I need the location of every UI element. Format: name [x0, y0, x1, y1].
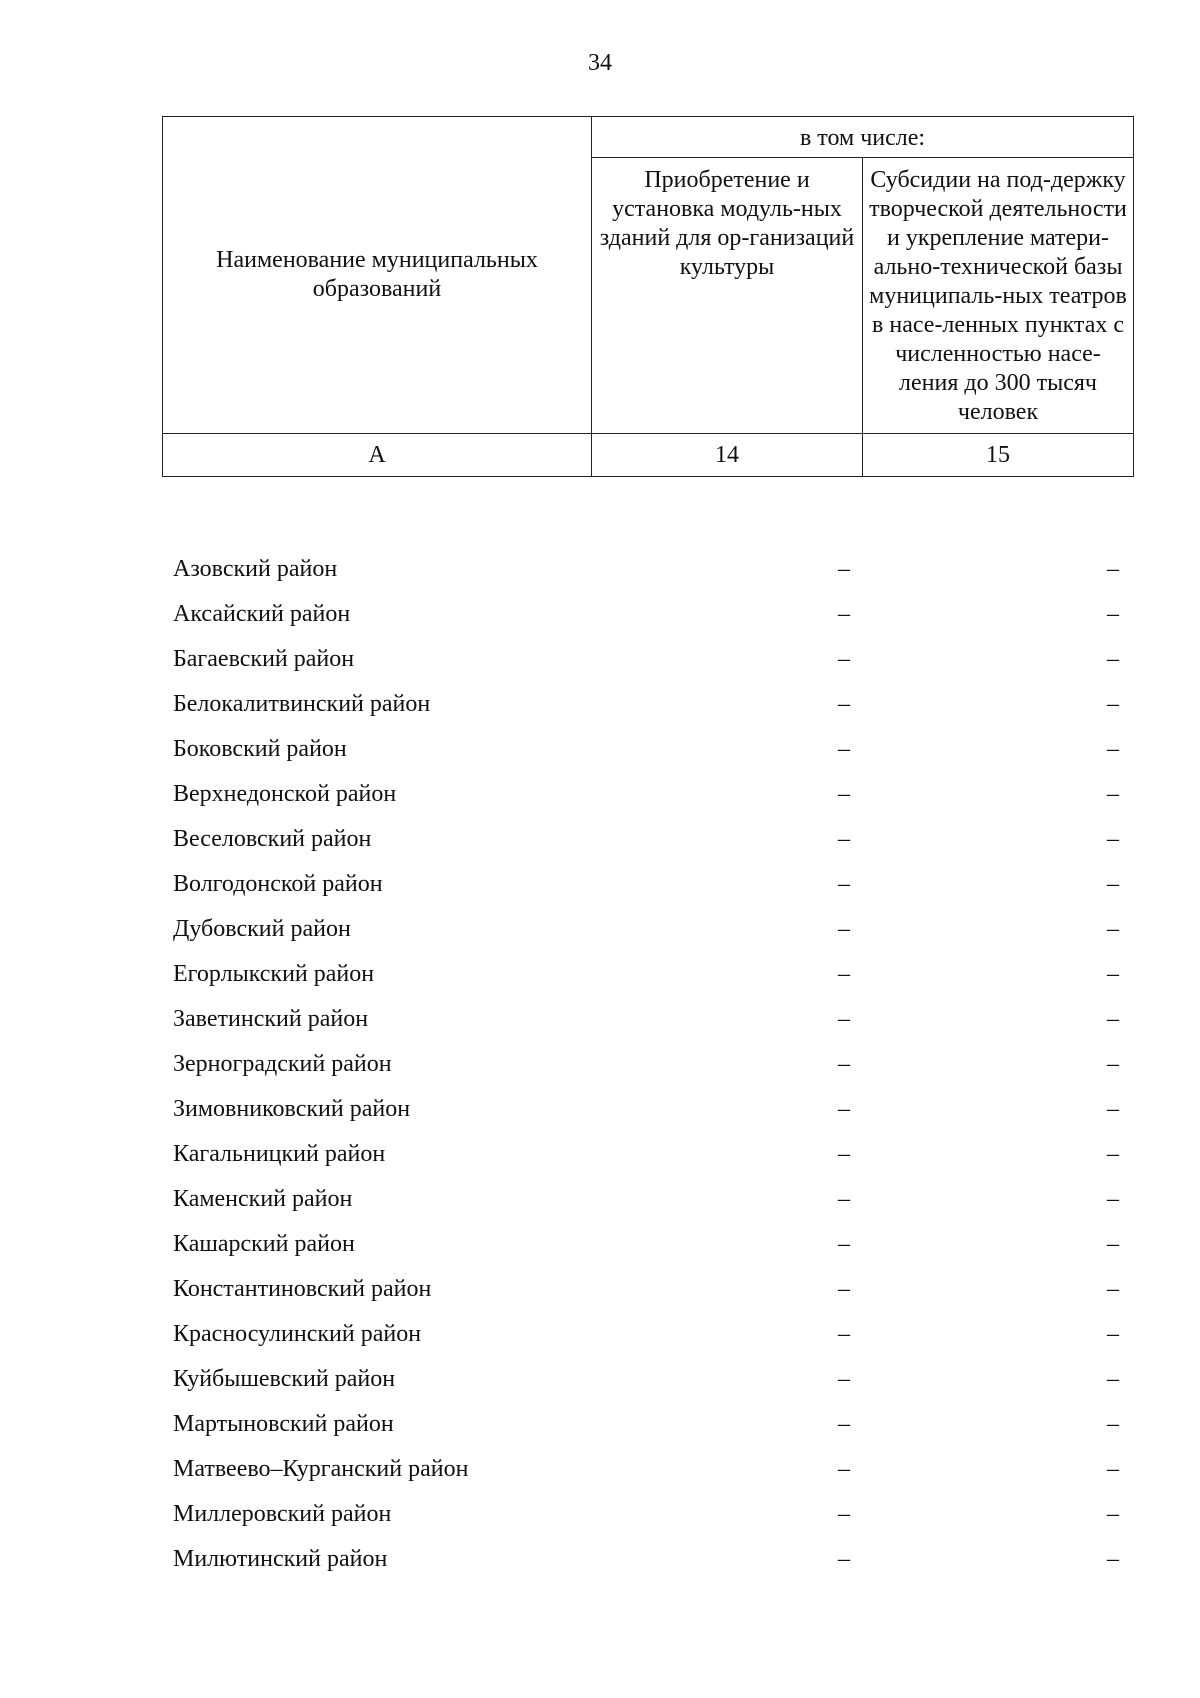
table-row [162, 997, 1133, 1042]
table-row [162, 1492, 1133, 1537]
table-row [162, 862, 1133, 907]
municipality-name: Белокалитвинский район [173, 691, 431, 717]
value-col15: – [1107, 646, 1119, 672]
table-row [162, 1537, 1133, 1582]
value-col14: – [838, 1456, 850, 1482]
table-row [162, 1177, 1133, 1222]
table-row [162, 1222, 1133, 1267]
municipality-name: Красносулинский район [173, 1321, 422, 1347]
table-row [162, 1312, 1133, 1357]
value-col15: – [1107, 1051, 1119, 1077]
municipality-name: Зимовниковский район [173, 1096, 411, 1122]
table-row [162, 817, 1133, 862]
municipality-name: Мартыновский район [173, 1411, 394, 1437]
table-row [162, 637, 1133, 682]
value-col14: – [838, 1366, 850, 1392]
municipality-name: Егорлыкский район [173, 961, 375, 987]
municipality-name: Заветинский район [173, 1006, 369, 1032]
value-col14: – [838, 1501, 850, 1527]
municipality-name: Кашарский район [173, 1231, 355, 1257]
municipality-name: Аксайский район [173, 601, 351, 627]
municipality-name: Боковский район [173, 736, 347, 762]
value-col15: – [1107, 916, 1119, 942]
value-col14: – [838, 1006, 850, 1032]
table-row [162, 1267, 1133, 1312]
value-col15: – [1107, 961, 1119, 987]
value-col15: – [1107, 736, 1119, 762]
col-name-header: Наименование муниципальных образований [163, 117, 592, 434]
value-col15: – [1107, 556, 1119, 582]
value-col15: – [1107, 1366, 1119, 1392]
table-row [162, 772, 1133, 817]
table-row [162, 682, 1133, 727]
value-col14: – [838, 556, 850, 582]
municipality-name: Милютинский район [173, 1546, 388, 1572]
value-col15: – [1107, 691, 1119, 717]
municipality-name: Каменский район [173, 1186, 353, 1212]
table-row [162, 907, 1133, 952]
municipality-name: Верхнедонской район [173, 781, 397, 807]
value-col15: – [1107, 1321, 1119, 1347]
value-col15: – [1107, 1411, 1119, 1437]
value-col14: – [838, 1276, 850, 1302]
municipality-name: Матвеево–Курганский район [173, 1456, 469, 1482]
municipality-name: Дубовский район [173, 916, 351, 942]
table-row [162, 952, 1133, 997]
value-col14: – [838, 646, 850, 672]
value-col14: – [838, 871, 850, 897]
table-row [162, 1042, 1133, 1087]
municipality-name: Зерноградский район [173, 1051, 392, 1077]
value-col15: – [1107, 1456, 1119, 1482]
table-row [162, 1357, 1133, 1402]
value-col15: – [1107, 781, 1119, 807]
value-col15: – [1107, 1141, 1119, 1167]
value-col15: – [1107, 1546, 1119, 1572]
group-header: в том числе: [592, 117, 1134, 158]
table-header [162, 116, 1134, 477]
value-col14: – [838, 1141, 850, 1167]
value-col14: – [838, 1051, 850, 1077]
value-col15: – [1107, 1186, 1119, 1212]
value-col15: – [1107, 871, 1119, 897]
value-col14: – [838, 1186, 850, 1212]
col15-header: Субсидии на под-держку творческой деятельности и укрепление матери-ально-технической базы муниципаль-ных театров в насе-ленных пунктах с численностью насе-ления до 300 тысяч человек [863, 158, 1134, 434]
value-col15: – [1107, 1096, 1119, 1122]
value-col14: – [838, 691, 850, 717]
index-a: А [163, 434, 592, 477]
table-row [162, 727, 1133, 772]
value-col15: – [1107, 1231, 1119, 1257]
table-body [162, 547, 1133, 1582]
municipality-name: Азовский район [173, 556, 338, 582]
value-col15: – [1107, 1501, 1119, 1527]
table-row [162, 592, 1133, 637]
value-col14: – [838, 1546, 850, 1572]
index-14: 14 [592, 434, 863, 477]
page-number: 34 [588, 50, 612, 76]
value-col14: – [838, 736, 850, 762]
table-row [162, 1447, 1133, 1492]
municipality-name: Веселовский район [173, 826, 372, 852]
table-row [162, 1132, 1133, 1177]
value-col15: – [1107, 601, 1119, 627]
value-col15: – [1107, 1006, 1119, 1032]
value-col15: – [1107, 1276, 1119, 1302]
value-col14: – [838, 916, 850, 942]
municipality-name: Куйбышевский район [173, 1366, 396, 1392]
value-col15: – [1107, 826, 1119, 852]
table-row [162, 547, 1133, 592]
municipality-name: Константиновский район [173, 1276, 432, 1302]
value-col14: – [838, 601, 850, 627]
municipality-name: Кагальницкий район [173, 1141, 386, 1167]
table-row [162, 1402, 1133, 1447]
value-col14: – [838, 961, 850, 987]
municipality-name: Миллеровский район [173, 1501, 392, 1527]
value-col14: – [838, 1231, 850, 1257]
value-col14: – [838, 1411, 850, 1437]
col14-header: Приобретение и установка модуль-ных зданий для ор-ганизаций культуры [592, 158, 863, 434]
value-col14: – [838, 1321, 850, 1347]
municipality-name: Багаевский район [173, 646, 355, 672]
index-15: 15 [863, 434, 1134, 477]
value-col14: – [838, 1096, 850, 1122]
municipality-name: Волгодонской район [173, 871, 383, 897]
table-row [162, 1087, 1133, 1132]
value-col14: – [838, 826, 850, 852]
value-col14: – [838, 781, 850, 807]
